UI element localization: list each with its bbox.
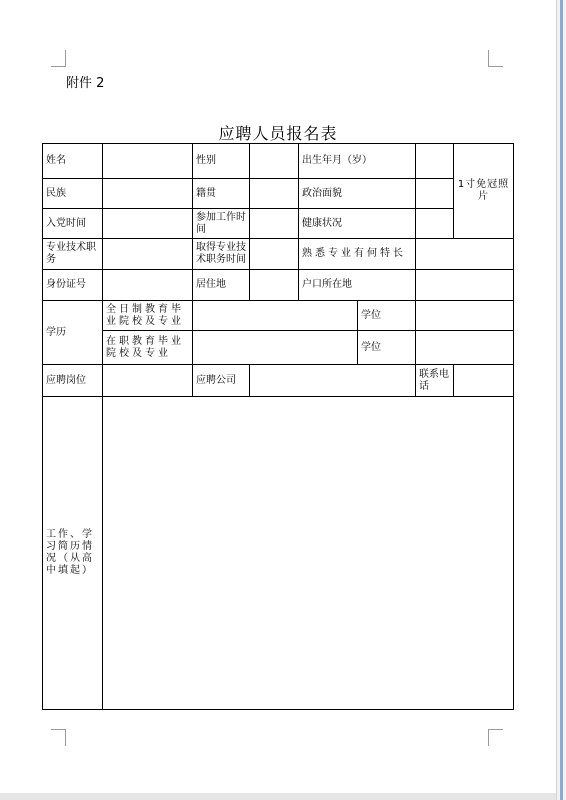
- crop-mark-bottom-left: [51, 729, 66, 746]
- label-health: 健康状况: [299, 209, 416, 239]
- label-company: 应聘公司: [193, 365, 250, 397]
- label-education: 学历: [43, 301, 103, 365]
- field-residence[interactable]: [250, 270, 299, 301]
- field-tech-title[interactable]: [103, 239, 193, 270]
- label-specialty: 熟悉专业有何特长: [299, 239, 416, 270]
- label-phone: 联系电话: [416, 365, 454, 397]
- label-gender: 性别: [193, 144, 250, 179]
- form-title: 应聘人员报名表: [218, 124, 338, 143]
- field-native-place[interactable]: [250, 179, 299, 209]
- field-company[interactable]: [250, 365, 416, 397]
- label-native-place: 籍贯: [193, 179, 250, 209]
- vertical-scrollbar[interactable]: [556, 0, 566, 800]
- field-specialty[interactable]: [416, 239, 514, 270]
- label-tech-title: 专业技术职务: [43, 239, 103, 270]
- field-phone[interactable]: [454, 365, 514, 397]
- field-id-number[interactable]: [103, 270, 193, 301]
- application-form-table: [42, 143, 514, 710]
- label-ethnicity: 民族: [43, 179, 103, 209]
- field-inservice-edu[interactable]: [193, 331, 358, 365]
- field-ethnicity[interactable]: [103, 179, 193, 209]
- label-party-join-time: 入党时间: [43, 209, 103, 239]
- field-gender[interactable]: [250, 144, 299, 179]
- label-degree-1: 学位: [358, 301, 416, 331]
- field-position[interactable]: [103, 365, 193, 397]
- field-resume[interactable]: [103, 397, 514, 710]
- label-tech-title-time: 取得专业技术职务时间: [193, 239, 250, 270]
- field-hukou[interactable]: [416, 270, 514, 301]
- label-residence: 居住地: [193, 270, 250, 301]
- label-inservice-edu: 在职教育毕业院校及专业: [103, 331, 193, 365]
- field-degree-1[interactable]: [416, 301, 514, 331]
- scrollbar-accent: [560, 0, 563, 800]
- label-name: 姓名: [43, 144, 103, 179]
- field-work-start-time[interactable]: [250, 209, 299, 239]
- label-political-status: 政治面貌: [299, 179, 416, 209]
- label-position: 应聘岗位: [43, 365, 103, 397]
- label-hukou: 户口所在地: [299, 270, 416, 301]
- field-party-join-time[interactable]: [103, 209, 193, 239]
- photo-box[interactable]: 1寸免冠照片: [454, 144, 514, 239]
- label-resume: 工作、学习简历情况（从高中填起）: [43, 397, 103, 710]
- label-birth: 出生年月（岁）: [299, 144, 416, 179]
- crop-mark-top-right: [488, 50, 503, 67]
- field-birth[interactable]: [416, 144, 454, 179]
- field-health[interactable]: [416, 209, 454, 239]
- field-fulltime-edu[interactable]: [193, 301, 358, 331]
- field-political-status[interactable]: [416, 179, 454, 209]
- crop-mark-top-left: [51, 50, 66, 67]
- label-id-number: 身份证号: [43, 270, 103, 301]
- label-fulltime-edu: 全日制教育毕业院校及专业: [103, 301, 193, 331]
- field-tech-title-time[interactable]: [250, 239, 299, 270]
- field-degree-2[interactable]: [416, 331, 514, 365]
- attachment-label: 附件 2: [66, 76, 105, 91]
- field-name[interactable]: [103, 144, 193, 179]
- label-degree-2: 学位: [358, 331, 416, 365]
- crop-mark-bottom-right: [488, 729, 503, 746]
- label-work-start-time: 参加工作时间: [193, 209, 250, 239]
